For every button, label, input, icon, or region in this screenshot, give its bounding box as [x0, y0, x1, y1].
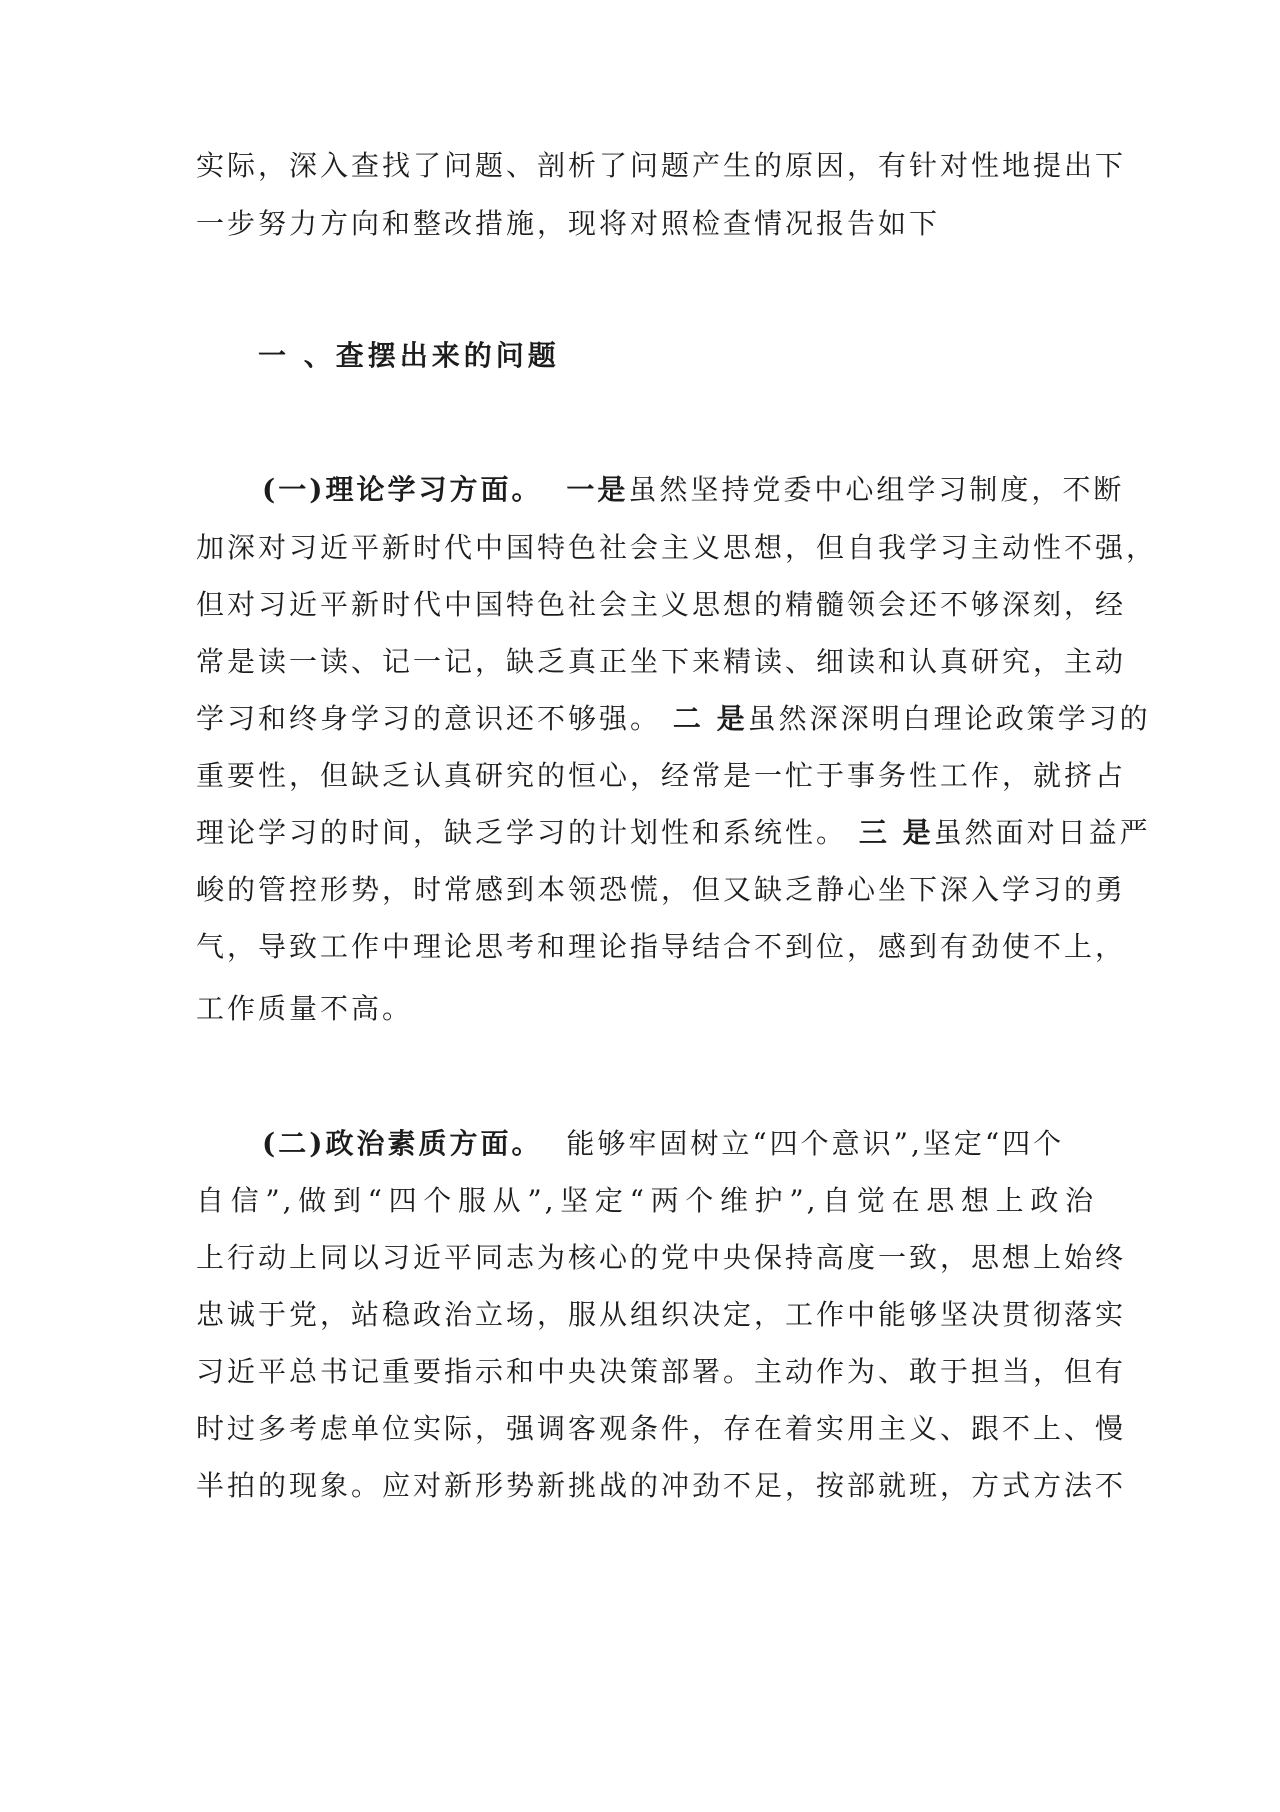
intro-line-1: 实际，深入查找了问题、剖析了问题产生的原因，有针对性地提出下 [196, 149, 1127, 182]
sub2-title: (二)政治素质方面。 [262, 1127, 543, 1160]
sub2-line-4: 忠诚于党，站稳政治立场，服从组织决定，工作中能够坚决贯彻落实 [196, 1298, 1127, 1331]
sub1-line-3: 但对习近平新时代中国特色社会主义思想的精髓领会还不够深刻，经 [196, 588, 1127, 621]
sub1-keyword-2: 二 是 [672, 702, 748, 735]
sub1-line-5-pre: 学习和终身学习的意识还不够强。 [196, 702, 662, 735]
sub1-line-10: 工作质量不高。 [196, 992, 414, 1025]
sub1-line-7-post: 虽然面对日益严 [933, 816, 1151, 849]
sub1-keyword-3: 三 是 [858, 816, 934, 849]
sub1-line-7-pre: 理论学习的时间，缺乏学习的计划性和系统性。 [196, 816, 848, 849]
sub1-line-5-post: 虽然深深明白理论政策学习的 [747, 702, 1151, 735]
section-heading: 一 、查摆出来的问题 [258, 339, 560, 372]
sub2-line-1 [262, 1124, 1096, 1164]
sub2-line-6: 时过多考虑单位实际，强调客观条件，存在着实用主义、跟不上、慢 [196, 1412, 1127, 1445]
sub1-title: (一)理论学习方面。 [262, 473, 543, 506]
sub1-line-5 [196, 699, 1151, 739]
sub1-line-1 [262, 470, 1125, 510]
sub1-line-8: 峻的管控形势，时常感到本领恐慌，但又缺乏静心坐下深入学习的勇 [196, 873, 1127, 906]
sub2-line-2: 自信”,做到“四个服从”,坚定“两个维护”,自觉在思想上政治 [196, 1184, 1096, 1217]
sub2-line-5: 习近平总书记重要指示和中央决策部署。主动作为、敢于担当，但有 [196, 1355, 1127, 1388]
sub2-line-1-rest: 能够牢固树立“四个意识”,坚定“四个 [566, 1127, 1065, 1160]
sub1-line-7 [196, 813, 1151, 853]
sub1-line-1-rest: 虽然坚持党委中心组学习制度，不断 [628, 473, 1125, 506]
intro-line-2: 一步努力方向和整改措施，现将对照检查情况报告如下 [196, 207, 941, 240]
sub1-line-9: 气，导致工作中理论思考和理论指导结合不到位，感到有劲使不上， [196, 930, 1127, 963]
sub2-line-7: 半拍的现象。应对新形势新挑战的冲劲不足，按部就班，方式方法不 [196, 1469, 1127, 1502]
sub1-line-6: 重要性，但缺乏认真研究的恒心，经常是一忙于事务性工作，就挤占 [196, 759, 1127, 792]
sub1-keyword-1: 一是 [566, 473, 629, 506]
sub2-line-3: 上行动上同以习近平同志为核心的党中央保持高度一致，思想上始终 [196, 1241, 1127, 1274]
sub1-line-4: 常是读一读、记一记，缺乏真正坐下来精读、细读和认真研究，主动 [196, 645, 1127, 678]
sub1-line-2: 加深对习近平新时代中国特色社会主义思想，但自我学习主动性不强， [196, 531, 1158, 564]
